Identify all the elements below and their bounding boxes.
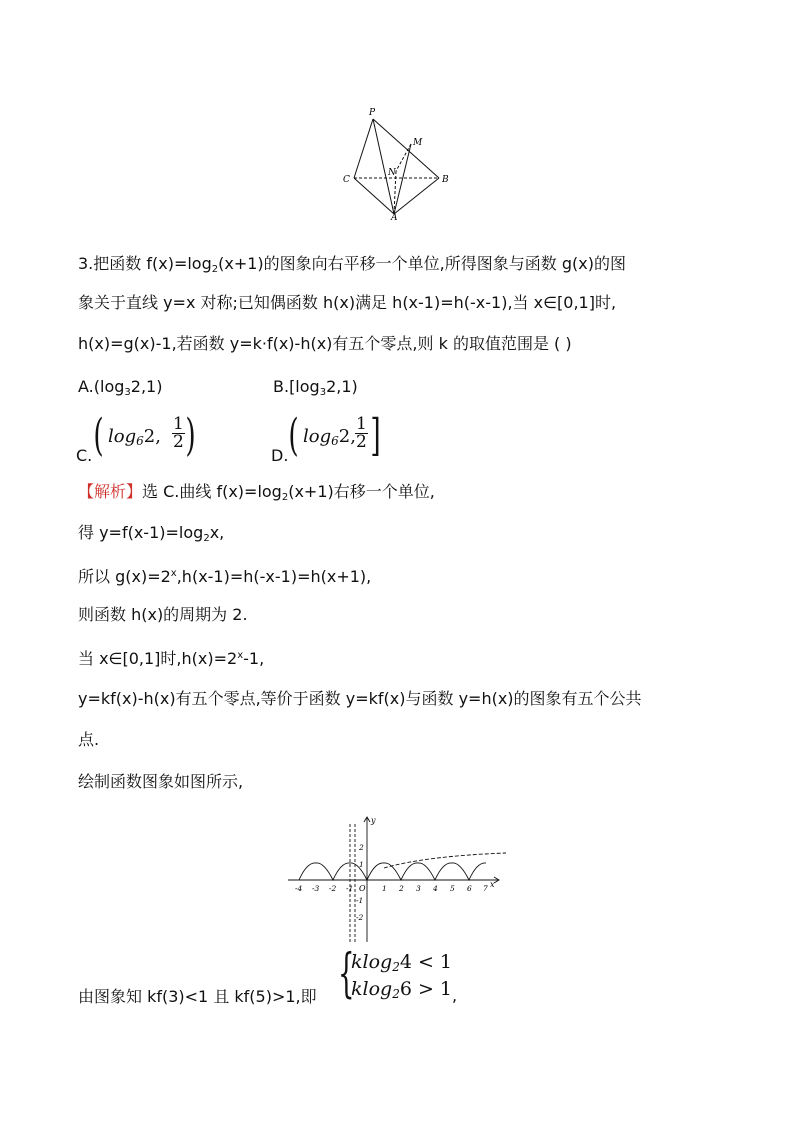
solution-line-6: y=kf(x)-h(x)有五个零点,等价于函数 y=kf(x)与函数 y=h(x)的图象有五个公共 [78,689,642,708]
edge-ab [394,178,439,214]
x-axis-label: x [490,880,495,889]
edge-pc [354,119,373,178]
solution-line-7: 点. [78,730,100,749]
option-c-label: C. [76,446,93,465]
option-b-tail: 2,1) [326,377,358,396]
option-a-sub: 3 [124,387,131,398]
label-p: P [369,108,376,118]
solution-2-a: 得 y=f(x-1)=log [78,523,204,542]
option-c-open-paren: ( [93,410,104,461]
x-tick-6: 6 [467,884,472,893]
q3-line-2: 象关于直线 y=x 对称;已知偶函数 h(x)满足 h(x-1)=h(-x-1),当 x∈[0,1]时, [78,293,617,312]
x-tick-labels [295,884,488,893]
x-tick-neg1: -1 [346,884,354,893]
option-d-open-paren: ( [288,410,299,461]
x-tick-neg2: -2 [329,884,337,893]
solution-3-sup: x [170,568,177,579]
option-d-close-bracket: ] [370,410,381,461]
option-b-sub: 3 [319,387,327,398]
q3-line-3: h(x)=g(x)-1,若函数 y=k·f(x)-h(x)有五个零点,则 k 的取值范围是 ( ) [78,334,572,353]
y-tick-1: 1 [359,860,364,869]
option-d-log: log [303,426,332,447]
system-row-2-base: 2 [392,987,400,1001]
option-c-close-paren: ) [185,410,196,461]
x-tick-7: 7 [483,884,488,893]
solution-line-4: 则函数 h(x)的周期为 2. [78,605,248,624]
option-a-tail: 2,1) [130,377,163,396]
option-d-label: D. [271,446,289,465]
x-tick-1: 1 [382,884,387,893]
x-tick-neg3: -3 [312,884,320,893]
q3-line-1 [78,253,626,281]
option-a-text: A.(log [78,377,125,396]
x-tick-neg4: -4 [295,884,303,893]
system-row-1-base: 2 [392,960,400,974]
solution-line-2 [78,522,224,550]
x-tick-5: 5 [450,884,455,893]
label-n: N [388,168,396,178]
system-row-1 [351,950,452,979]
q3-line-1-sub: 2 [211,264,219,275]
solution-tag: 【解析】 [78,482,143,501]
x-tick-4: 4 [433,884,438,893]
system-comma: , [452,986,458,1005]
solution-line-8: 绘制函数图象如图所示, [78,772,244,791]
solution-5-b: -1, [243,649,265,668]
solution-2-b: x, [209,523,225,542]
solution-line-1 [78,481,435,509]
y-tick-labels [356,843,364,922]
system-row-2-rest: 6 > 1 [399,978,453,1000]
option-b[interactable] [273,376,358,404]
pyramid-figure [338,105,460,220]
x-tick-3: 3 [416,884,421,893]
option-d[interactable] [271,412,401,466]
solution-line-3 [78,563,371,588]
option-c[interactable] [76,412,206,466]
edge-mn-dashed [396,144,411,171]
solution-1-a: 选 C.曲线 f(x)=log [142,482,282,501]
y-tick-neg2: -2 [356,913,364,922]
option-b-text: B.[log [273,377,320,396]
solution-line-9: 由图象知 kf(3)<1 且 kf(5)>1,即 [78,987,317,1006]
edge-pb [373,119,439,178]
y-tick-2: 2 [359,843,364,852]
edge-pa [373,119,394,214]
option-c-log: log [108,426,137,447]
option-d-num: 1 [356,414,367,434]
option-c-base: 6 [136,434,144,448]
solution-3-a: 所以 g(x)=2 [78,567,171,586]
solution-1-b: (x+1)右移一个单位, [288,482,435,501]
option-d-two: 2, [338,426,356,447]
origin-label: O [359,884,366,893]
option-d-fraction [355,416,368,451]
solution-5-a: 当 x∈[0,1]时,h(x)=2 [78,649,238,668]
y-tick-neg1: -1 [356,896,364,905]
function-graph [286,812,508,944]
option-c-two: 2, [143,426,161,447]
option-a[interactable] [78,376,162,404]
solution-2-sub: 2 [203,533,210,544]
label-a: A [391,213,398,220]
label-b: B [442,175,449,185]
label-m: M [413,138,423,148]
inequality-system [338,944,468,1008]
solution-5-sup: x [237,650,244,661]
system-row-1-rest: 4 < 1 [399,951,453,973]
option-d-den: 2 [356,432,367,452]
y-axis-label: y [371,816,376,825]
edge-am [394,144,411,214]
system-row-2 [351,977,452,1006]
option-c-den: 2 [173,432,184,452]
edge-ca [354,178,394,214]
label-c: C [343,175,350,185]
system-row-1-k: klog [351,951,393,973]
system-row-2-k: klog [351,978,393,1000]
x-tick-2: 2 [399,884,404,893]
option-c-num: 1 [173,414,184,434]
q3-line-1-a: 3.把函数 f(x)=log [78,254,212,273]
solution-line-5 [78,645,264,670]
solution-3-b: ,h(x-1)=h(-x-1)=h(x+1), [176,567,372,586]
q3-line-1-b: (x+1)的图象向右平移一个单位,所得图象与函数 g(x)的图 [218,254,626,273]
system-brace: { [338,944,355,1004]
solution-1-sub: 2 [281,492,289,503]
option-c-fraction [172,416,185,451]
option-d-base: 6 [331,434,339,448]
